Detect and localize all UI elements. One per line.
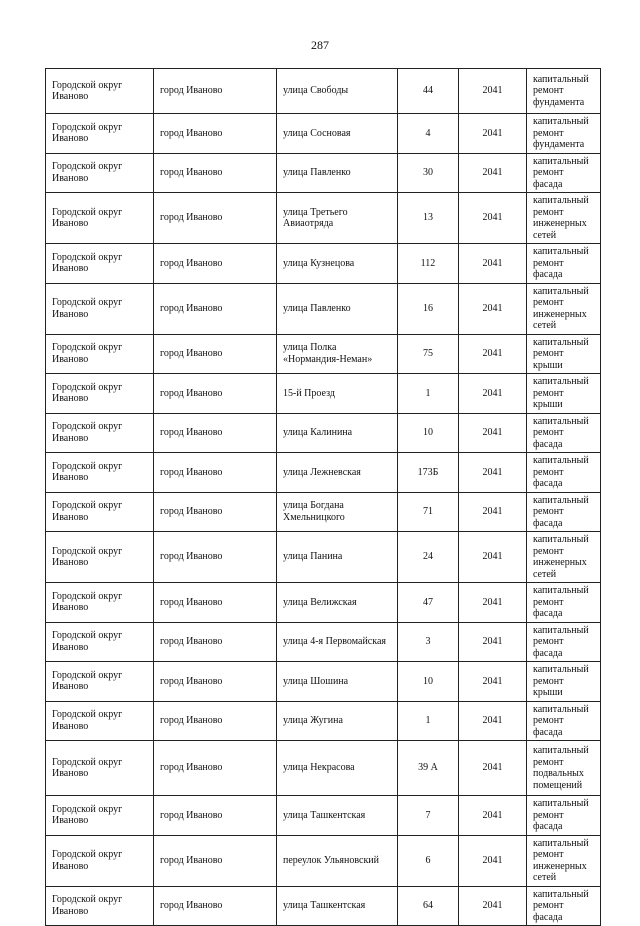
year-cell: 2041 [459,492,527,532]
house-number-cell: 39 А [398,741,459,796]
district-cell: Городской округ Иваново [46,334,154,374]
district-cell: Городской округ Иваново [46,701,154,741]
house-number-cell: 1 [398,701,459,741]
year-cell: 2041 [459,835,527,886]
house-number-cell: 13 [398,193,459,244]
street-cell: улица Некрасова [277,741,398,796]
district-cell: Городской округ Иваново [46,283,154,334]
year-cell: 2041 [459,741,527,796]
house-number-cell: 6 [398,835,459,886]
district-cell: Городской округ Иваново [46,492,154,532]
work-type-cell: капитальный ремонт инженерных сетей [527,283,601,334]
city-cell: город Иваново [154,69,277,114]
district-cell: Городской округ Иваново [46,153,154,193]
street-cell: 15-й Проезд [277,374,398,414]
house-number-cell: 30 [398,153,459,193]
year-cell: 2041 [459,701,527,741]
work-type-cell: капитальный ремонт инженерных сетей [527,532,601,583]
table-row [46,413,601,453]
house-number-cell: 75 [398,334,459,374]
repair-schedule-table [45,68,601,926]
house-number-cell: 44 [398,69,459,114]
work-type-cell: капитальный ремонт инженерных сетей [527,193,601,244]
year-cell: 2041 [459,886,527,926]
year-cell: 2041 [459,283,527,334]
district-cell: Городской округ Иваново [46,193,154,244]
district-cell: Городской округ Иваново [46,69,154,114]
street-cell: улица Богдана Хмельницкого [277,492,398,532]
street-cell: улица Калинина [277,413,398,453]
year-cell: 2041 [459,453,527,493]
city-cell: город Иваново [154,532,277,583]
table-row [46,835,601,886]
street-cell: улица Павленко [277,153,398,193]
table-row [46,741,601,796]
street-cell: улица Полка «Нормандия-Неман» [277,334,398,374]
city-cell: город Иваново [154,835,277,886]
work-type-cell: капитальный ремонт фасада [527,244,601,284]
house-number-cell: 10 [398,662,459,702]
work-type-cell: капитальный ремонт фасада [527,413,601,453]
table-row [46,532,601,583]
year-cell: 2041 [459,193,527,244]
district-cell: Городской округ Иваново [46,741,154,796]
work-type-cell: капитальный ремонт подвальных помещений [527,741,601,796]
house-number-cell: 10 [398,413,459,453]
house-number-cell: 112 [398,244,459,284]
work-type-cell: капитальный ремонт крыши [527,334,601,374]
street-cell: улица Ташкентская [277,886,398,926]
district-cell: Городской округ Иваново [46,453,154,493]
street-cell: улица Шошина [277,662,398,702]
year-cell: 2041 [459,69,527,114]
city-cell: город Иваново [154,334,277,374]
table-row [46,69,601,114]
year-cell: 2041 [459,583,527,623]
house-number-cell: 4 [398,114,459,154]
district-cell: Городской округ Иваново [46,374,154,414]
year-cell: 2041 [459,622,527,662]
work-type-cell: капитальный ремонт фундамента [527,69,601,114]
city-cell: город Иваново [154,114,277,154]
year-cell: 2041 [459,413,527,453]
work-type-cell: капитальный ремонт фасада [527,796,601,836]
work-type-cell: капитальный ремонт инженерных сетей [527,835,601,886]
house-number-cell: 16 [398,283,459,334]
street-cell: улица 4-я Первомайская [277,622,398,662]
street-cell: улица Третьего Авиаотряда [277,193,398,244]
street-cell: улица Жугина [277,701,398,741]
city-cell: город Иваново [154,492,277,532]
street-cell: улица Ташкентская [277,796,398,836]
city-cell: город Иваново [154,153,277,193]
street-cell: улица Панина [277,532,398,583]
house-number-cell: 47 [398,583,459,623]
district-cell: Городской округ Иваново [46,796,154,836]
table-row [46,622,601,662]
city-cell: город Иваново [154,741,277,796]
year-cell: 2041 [459,532,527,583]
street-cell: улица Свободы [277,69,398,114]
city-cell: город Иваново [154,886,277,926]
work-type-cell: капитальный ремонт фасада [527,153,601,193]
work-type-cell: капитальный ремонт фасада [527,622,601,662]
city-cell: город Иваново [154,193,277,244]
district-cell: Городской округ Иваново [46,532,154,583]
table-row [46,583,601,623]
year-cell: 2041 [459,334,527,374]
district-cell: Городской округ Иваново [46,622,154,662]
house-number-cell: 7 [398,796,459,836]
city-cell: город Иваново [154,622,277,662]
city-cell: город Иваново [154,244,277,284]
street-cell: улица Велижская [277,583,398,623]
year-cell: 2041 [459,153,527,193]
work-type-cell: капитальный ремонт фасада [527,886,601,926]
house-number-cell: 71 [398,492,459,532]
house-number-cell: 3 [398,622,459,662]
city-cell: город Иваново [154,413,277,453]
table-row [46,374,601,414]
page-number: 287 [311,38,329,52]
house-number-cell: 173Б [398,453,459,493]
district-cell: Городской округ Иваново [46,886,154,926]
street-cell: улица Сосновая [277,114,398,154]
table-row [46,453,601,493]
district-cell: Городской округ Иваново [46,244,154,284]
year-cell: 2041 [459,796,527,836]
city-cell: город Иваново [154,701,277,741]
house-number-cell: 64 [398,886,459,926]
house-number-cell: 1 [398,374,459,414]
city-cell: город Иваново [154,453,277,493]
table-row [46,886,601,926]
district-cell: Городской округ Иваново [46,413,154,453]
city-cell: город Иваново [154,796,277,836]
work-type-cell: капитальный ремонт фасада [527,492,601,532]
street-cell: переулок Ульяновский [277,835,398,886]
city-cell: город Иваново [154,283,277,334]
year-cell: 2041 [459,244,527,284]
district-cell: Городской округ Иваново [46,662,154,702]
street-cell: улица Кузнецова [277,244,398,284]
district-cell: Городской округ Иваново [46,835,154,886]
work-type-cell: капитальный ремонт крыши [527,374,601,414]
table-row [46,662,601,702]
table-row [46,153,601,193]
table-body [46,69,601,926]
table-row [46,796,601,836]
city-cell: город Иваново [154,583,277,623]
city-cell: город Иваново [154,662,277,702]
table-row [46,114,601,154]
table-row [46,334,601,374]
work-type-cell: капитальный ремонт фундамента [527,114,601,154]
year-cell: 2041 [459,374,527,414]
district-cell: Городской округ Иваново [46,114,154,154]
street-cell: улица Лежневская [277,453,398,493]
work-type-cell: капитальный ремонт крыши [527,662,601,702]
work-type-cell: капитальный ремонт фасада [527,453,601,493]
street-cell: улица Павленко [277,283,398,334]
city-cell: город Иваново [154,374,277,414]
district-cell: Городской округ Иваново [46,583,154,623]
work-type-cell: капитальный ремонт фасада [527,701,601,741]
table-row [46,492,601,532]
year-cell: 2041 [459,662,527,702]
table-row [46,244,601,284]
table-row [46,701,601,741]
house-number-cell: 24 [398,532,459,583]
year-cell: 2041 [459,114,527,154]
table-row [46,193,601,244]
table-row [46,283,601,334]
work-type-cell: капитальный ремонт фасада [527,583,601,623]
